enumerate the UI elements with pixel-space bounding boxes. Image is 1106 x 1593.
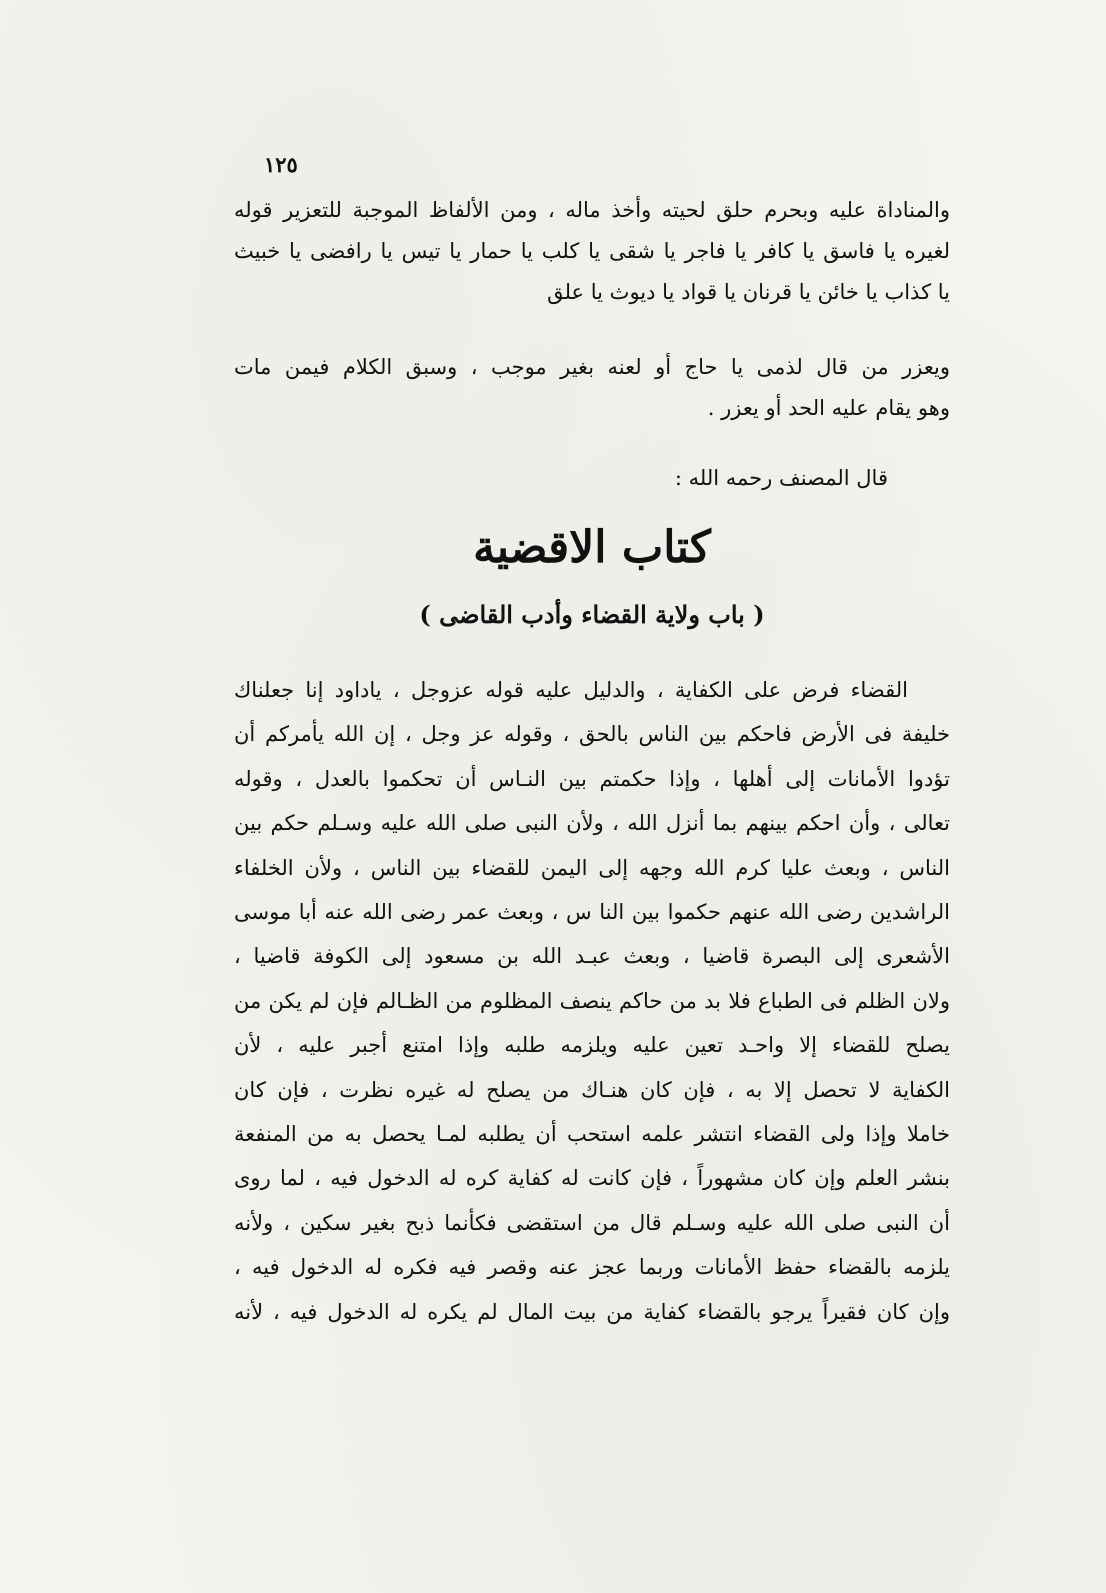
- text-line: والمناداة عليه وبحرم حلق لحيته وأخذ ماله ، ومن الألفاظ الموجبة للتعزير قوله: [234, 198, 950, 222]
- text-line: وهو يقام عليه الحد أو يعزر .: [707, 396, 950, 420]
- text-line: يلزمه بالقضاء حفظ الأمانات وربما عجز عنه وقصر فيه فكره له الدخول فيه ،: [234, 1255, 950, 1280]
- paragraph-1: [234, 190, 950, 313]
- text-line: الأشعرى إلى البصرة قاضيا ، وبعث عبـد الله بن مسعود إلى الكوفة قاضيا ،: [234, 944, 950, 969]
- text-line: الكفاية لا تحصل إلا به ، فإن كان هنـاك من يصلح له غيره نظرت ، فإن كان: [234, 1077, 950, 1102]
- text-line: خليفة فى الأرض فاحكم بين الناس بالحق ، وقوله عز وجل ، إن الله يأمركم أن: [234, 722, 950, 747]
- chapter-title: كتاب الاقضية: [473, 522, 711, 573]
- text-line: ولان الظلم فى الطباع فلا بد من حاكم ينصف المظلوم من الظـالم فإن لم يكن من: [234, 988, 950, 1013]
- text-line: الناس ، وبعث عليا كرم الله وجهه إلى اليمن للقضاء بين الناس ، ولأن الخلفاء: [234, 855, 950, 880]
- page-number: ١٢٥: [264, 152, 298, 177]
- paragraph-2: [234, 347, 950, 429]
- section-heading: ( باب ولاية القضاء وأدب القاضى ): [419, 600, 765, 629]
- text-line: بنشر العلم وإن كان مشهوراً ، فإن كانت له كفاية كره له الدخول فيه ، لما روى: [234, 1166, 950, 1191]
- text-line: قال المصنف رحمه الله :: [674, 466, 888, 490]
- text-line: وإن كان فقيراً يرجو بالقضاء كفاية من بيت المال لم يكره له الدخول فيه ، لأنه: [234, 1299, 950, 1324]
- text-line: ويعزر من قال لذمى يا حاج أو لعنه بغير موجب ، وسبق الكلام فيمن مات: [234, 355, 950, 379]
- main-text: [234, 668, 950, 1334]
- text-line: يا كذاب يا خائن يا قرنان يا قواد يا ديوث يا علق: [547, 280, 950, 304]
- text-line: الراشدين رضى الله عنهم حكموا بين النا س ، وبعث عمر رضى الله عنه أبا موسى: [234, 900, 950, 925]
- text-line: يصلح للقضاء إلا واحـد تعين عليه ويلزمه طلبه وإذا امتنع أجبر عليه ، لأن: [234, 1033, 950, 1058]
- text-line: تؤدوا الأمانات إلى أهلها ، وإذا حكمتم بين النـاس أن تحكموا بالعدل ، وقوله: [234, 766, 950, 791]
- text-line: خاملا وإذا ولى القضاء انتشر علمه استحب أن يطلبه لمـا يحصل به من المنفعة: [234, 1122, 950, 1147]
- text-line: تعالى ، وأن احكم بينهم بما أنزل الله ، ولأن النبى صلى الله عليه وسـلم حكم بين: [234, 811, 950, 836]
- author-line: [234, 458, 950, 499]
- text-line: لغيره يا فاسق يا كافر يا فاجر يا شقى يا كلب يا حمار يا تيس يا رافضى يا خبيث: [234, 239, 950, 263]
- text-line: القضاء فرض على الكفاية ، والدليل عليه قوله عزوجل ، ياداود إنا جعلناك: [234, 678, 908, 702]
- text-line: أن النبى صلى الله عليه وسـلم قال من استقضى فكأنما ذبح بغير سكين ، ولأنه: [234, 1210, 950, 1235]
